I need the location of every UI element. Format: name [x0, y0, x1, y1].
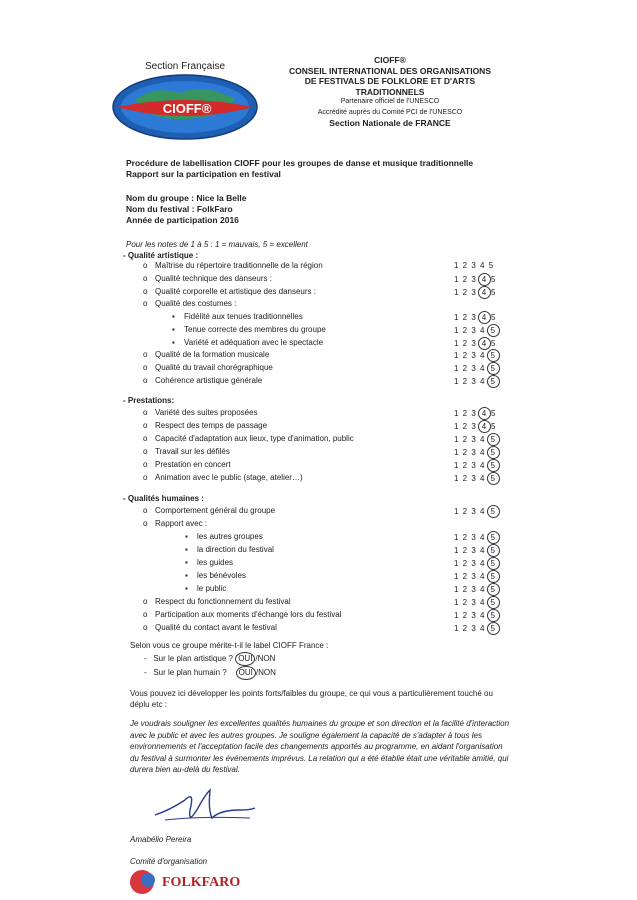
- score-scale: [454, 420, 496, 432]
- score-values: 1 2 3 4 5: [454, 261, 495, 270]
- selected-score: 5: [487, 544, 500, 557]
- score-values: 1 2 3: [454, 275, 481, 284]
- selected-score: 5: [487, 472, 500, 485]
- selected-score: 5: [487, 324, 500, 337]
- criterion-label: Tenue correcte des membres du groupe: [184, 325, 326, 334]
- festival-name: Nom du festival : FolkFaro: [126, 204, 233, 214]
- score-values: 1 2 3 4: [454, 559, 489, 568]
- cioff-logo: [95, 55, 275, 145]
- selected-score: 5: [487, 505, 500, 518]
- org-line3: Partenaire officiel de l'UNESCO: [340, 98, 440, 105]
- score-scale: [454, 505, 500, 517]
- oui-circled: OUI: [235, 652, 255, 666]
- section-prestations: - Prestations:: [123, 396, 175, 405]
- criterion-label: Qualité du contact avant le festival: [155, 623, 277, 632]
- non-text: NON: [257, 654, 276, 663]
- committee-label: Comité d'organisation: [130, 857, 208, 866]
- score-scale: [454, 570, 500, 582]
- bullet: o: [143, 460, 148, 469]
- score-scale: [454, 324, 500, 336]
- bullet: ▪: [185, 571, 188, 580]
- criterion-label: les bénévoles: [197, 571, 246, 580]
- criterion-label: Travail sur les défilés: [155, 447, 230, 456]
- bullet: ▪: [172, 325, 175, 334]
- bullet: o: [143, 376, 148, 385]
- score-scale: [454, 544, 500, 556]
- criterion-label: Animation avec le public (stage, atelier…): [155, 473, 303, 482]
- score-scale: [454, 609, 500, 621]
- score-scale: [454, 472, 500, 484]
- criterion-label: Respect du fonctionnement du festival: [155, 597, 291, 606]
- bullet: o: [143, 434, 148, 443]
- bullet: o: [143, 287, 148, 296]
- non-text: NON: [258, 668, 276, 677]
- score-after: 5: [491, 339, 497, 348]
- score-scale: [454, 375, 500, 387]
- title-line2: Rapport sur la participation en festival: [126, 169, 281, 179]
- selected-score: 4: [478, 286, 491, 299]
- score-values: 1 2 3 4: [454, 435, 489, 444]
- selected-score: 5: [487, 349, 500, 362]
- header-block: [270, 55, 510, 129]
- bullet: o: [143, 597, 148, 606]
- criterion-label: Qualité du travail chorégraphique: [155, 363, 273, 372]
- score-values: 1 2 3 4: [454, 461, 489, 470]
- score-scale: [454, 286, 496, 298]
- criterion-label: la direction du festival: [197, 545, 274, 554]
- bullet: o: [143, 447, 148, 456]
- score-scale: [454, 583, 500, 595]
- criterion-label: Qualité de la formation musicale: [155, 350, 270, 359]
- group-info: [126, 193, 246, 226]
- criterion-label: Respect des temps de passage: [155, 421, 268, 430]
- bullet: o: [143, 299, 148, 308]
- selected-score: 5: [487, 362, 500, 375]
- score-scale: [454, 311, 496, 323]
- selected-score: 5: [487, 596, 500, 609]
- score-values: 1 2 3 4: [454, 364, 489, 373]
- criterion-label: Comportement général du groupe: [155, 506, 276, 515]
- score-values: 1 2 3 4: [454, 351, 489, 360]
- selected-score: 5: [487, 433, 500, 446]
- criterion-label: le public: [197, 584, 227, 593]
- label-question: [130, 640, 328, 680]
- bullet: ▪: [185, 545, 188, 554]
- score-values: 1 2 3: [454, 422, 481, 431]
- signature: [150, 780, 260, 830]
- selected-score: 4: [478, 273, 491, 286]
- score-values: 1 2 3 4: [454, 572, 489, 581]
- criterion-label: Variété et adéquation avec le spectacle: [184, 338, 324, 347]
- bullet: o: [143, 274, 148, 283]
- bullet: o: [143, 473, 148, 482]
- free-text-prompt: Vous pouvez ici développer les points forts/faibles du groupe, ce qui vous a particulièrement touché ou déplu etc :: [130, 689, 493, 709]
- score-values: 1 2 3 4: [454, 598, 489, 607]
- score-scale: [454, 260, 494, 272]
- answer-artistique-label: Sur le plan artistique ?: [153, 654, 233, 663]
- score-values: 1 2 3: [454, 339, 481, 348]
- signatory-name: Amabélio Pereira: [130, 835, 192, 844]
- title-line1: Procédure de labellisation CIOFF pour les groupes de danse et musique traditionnelle: [126, 158, 474, 168]
- org-line4: Accrédité auprès du Comité PCI de l'UNESCO: [317, 108, 463, 116]
- criterion-label: Cohérence artistique générale: [155, 376, 263, 385]
- selected-score: 4: [478, 337, 491, 350]
- document-title: [126, 158, 473, 180]
- selected-score: 5: [487, 609, 500, 622]
- score-scale: [454, 459, 500, 471]
- org-short: CIOFF®: [374, 55, 406, 65]
- bullet: ▪: [172, 338, 175, 347]
- criterion-label: Rapport avec :: [155, 519, 208, 528]
- participation-year: Année de participation 2016: [126, 215, 239, 225]
- selected-score: 5: [487, 622, 500, 635]
- score-scale: [454, 433, 500, 445]
- bullet: o: [143, 421, 148, 430]
- score-values: 1 2 3 4: [454, 585, 489, 594]
- bullet: o: [143, 519, 148, 528]
- criterion-label: Qualité corporelle et artistique des danseurs :: [155, 287, 316, 296]
- score-scale: [454, 407, 496, 419]
- criterion-label: Capacité d'adaptation aux lieux, type d'animation, public: [155, 434, 354, 443]
- selected-score: 5: [487, 446, 500, 459]
- bullet: ▪: [185, 558, 188, 567]
- score-values: 1 2 3: [454, 313, 481, 322]
- selected-score: 5: [487, 583, 500, 596]
- folkfaro-logo: [128, 866, 258, 898]
- oui-circled: OUI: [236, 666, 256, 680]
- score-values: 1 2 3: [454, 288, 481, 297]
- bullet: o: [143, 610, 148, 619]
- section-humaines: - Qualités humaines :: [123, 494, 204, 503]
- selected-score: 4: [478, 407, 491, 420]
- score-values: 1 2 3 4: [454, 377, 489, 386]
- selected-score: 5: [487, 570, 500, 583]
- bullet: ▪: [172, 312, 175, 321]
- selected-score: 4: [478, 311, 491, 324]
- score-scale: [454, 337, 496, 349]
- score-after: 5: [491, 313, 497, 322]
- answer-humain: - Sur le plan humain ? OUI /NON: [130, 666, 328, 680]
- criterion-label: Qualité des costumes :: [155, 299, 237, 308]
- bullet: o: [143, 506, 148, 515]
- score-values: 1 2 3 4: [454, 611, 489, 620]
- bullet: ▪: [185, 532, 188, 541]
- bullet: o: [143, 350, 148, 359]
- comment-text: Je voudrais souligner les excellentes qualités humaines du groupe et son direction et la facilité d'interaction avec le public et avec les autres groupes. Je souligne également la capacité de s'adapter à tous les environnements et l'acceptation facile des changements apportés au programme, en aidant l'organisation du festival à surmonter les événements imprévus. La relation qui a été établie était une véritable amitié, qui durera bien au-delà du festival.: [130, 719, 510, 774]
- scale-note: Pour les notes de 1 à 5 : 1 = mauvais, 5 = excellent: [126, 240, 308, 249]
- score-after: 5: [491, 288, 497, 297]
- score-scale: [454, 596, 500, 608]
- logo-text-top: Section Française: [144, 61, 226, 72]
- score-values: 1 2 3 4: [454, 546, 489, 555]
- score-values: 1 2 3 4: [454, 624, 489, 633]
- org-line5: Section Nationale de FRANCE: [329, 118, 451, 128]
- score-values: 1 2 3 4: [454, 533, 489, 542]
- selected-score: 5: [487, 375, 500, 388]
- logo-text-center: CIOFF®: [162, 101, 212, 116]
- score-values: 1 2 3 4: [454, 507, 489, 516]
- score-scale: [454, 349, 500, 361]
- label-question-text: Selon vous ce groupe mérite-t-il le label CIOFF France :: [130, 641, 329, 650]
- score-after: 5: [491, 422, 497, 431]
- org-line1: CONSEIL INTERNATIONAL DES ORGANISATIONS: [289, 65, 491, 76]
- criterion-label: Qualité technique des danseurs :: [155, 274, 272, 283]
- score-scale: [454, 273, 496, 285]
- criterion-label: Fidélité aux tenues traditionnelles: [184, 312, 303, 321]
- criterion-label: Variété des suites proposées: [155, 408, 258, 417]
- score-scale: [454, 362, 500, 374]
- score-values: 1 2 3: [454, 409, 481, 418]
- section-artistique: - Qualité artistique :: [123, 251, 199, 260]
- selected-score: 4: [478, 420, 491, 433]
- selected-score: 5: [487, 531, 500, 544]
- bullet: o: [143, 408, 148, 417]
- bullet: ▪: [185, 584, 188, 593]
- bullet: o: [143, 623, 148, 632]
- criterion-label: les autres groupes: [197, 532, 263, 541]
- score-after: 5: [491, 275, 497, 284]
- score-scale: [454, 446, 500, 458]
- selected-score: 5: [487, 557, 500, 570]
- selected-score: 5: [487, 459, 500, 472]
- org-line2: DE FESTIVALS DE FOLKLORE ET D'ARTS TRADITIONNELS: [304, 76, 476, 97]
- group-name: Nom du groupe : Nice la Belle: [126, 193, 247, 203]
- criterion-label: Maîtrise du répertoire traditionnelle de la région: [155, 261, 323, 270]
- criterion-label: Prestation en concert: [155, 460, 231, 469]
- criterion-label: Participation aux moments d'échange lors du festival: [155, 610, 342, 619]
- criterion-label: les guides: [197, 558, 234, 567]
- answer-artistique: - Sur le plan artistique ? OUI /NON: [130, 652, 328, 666]
- footer-logo-text: FOLKFARO: [162, 875, 241, 890]
- score-scale: [454, 622, 500, 634]
- score-values: 1 2 3 4: [454, 448, 489, 457]
- score-scale: [454, 557, 500, 569]
- score-values: 1 2 3 4: [454, 474, 489, 483]
- score-scale: [454, 531, 500, 543]
- bullet: o: [143, 261, 148, 270]
- score-after: 5: [491, 409, 497, 418]
- bullet: o: [143, 363, 148, 372]
- score-values: 1 2 3 4: [454, 326, 489, 335]
- answer-humain-label: Sur le plan humain ?: [153, 668, 227, 677]
